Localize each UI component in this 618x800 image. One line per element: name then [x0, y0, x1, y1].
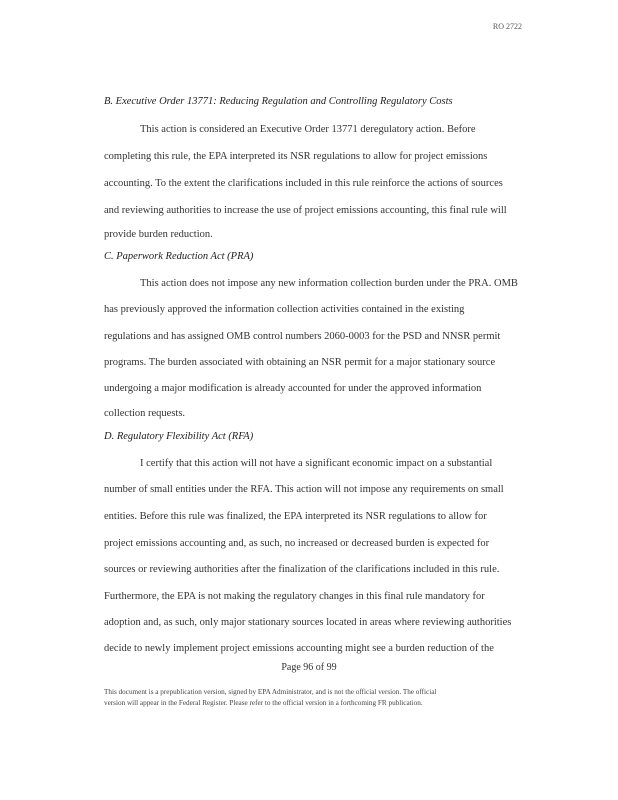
section-b-line: This action is considered an Executive Order 13771 deregulatory action. Before: [140, 124, 476, 135]
section-b-line: completing this rule, the EPA interpreted its NSR regulations to allow for project emissions: [104, 151, 488, 162]
section-c-line: programs. The burden associated with obtaining an NSR permit for a major stationary source: [104, 357, 496, 368]
document-id: RO 2722: [492, 22, 522, 31]
section-d-line: adoption and, as such, only major stationary sources located in areas where reviewing authorities: [104, 617, 512, 628]
section-c-line: This action does not impose any new information collection burden under the PRA. OMB: [140, 278, 518, 289]
disclaimer-line: version will appear in the Federal Register. Please refer to the official version in a forthcoming FR publication.: [104, 699, 423, 707]
section-d-line: I certify that this action will not have a significant economic impact on a substantial: [140, 458, 493, 469]
section-c-line: undergoing a major modification is already accounted for under the approved information: [104, 383, 482, 394]
section-b-heading: B. Executive Order 13771: Reducing Regulation and Controlling Regulatory Costs: [104, 96, 453, 107]
section-d-line: decide to newly implement project emissions accounting might see a burden reduction of the: [104, 643, 494, 654]
section-d-heading: D. Regulatory Flexibility Act (RFA): [104, 431, 254, 442]
section-c-heading: C. Paperwork Reduction Act (PRA): [104, 251, 254, 262]
section-d-line: Furthermore, the EPA is not making the regulatory changes in this final rule mandatory for: [104, 591, 485, 602]
section-b-line: accounting. To the extent the clarifications included in this rule reinforce the actions of sources: [104, 178, 503, 189]
section-c-line: has previously approved the information collection activities contained in the existing: [104, 304, 465, 315]
page-number: Page 96 of 99: [281, 662, 337, 673]
section-c-line: regulations and has assigned OMB control numbers 2060-0003 for the PSD and NNSR permit: [104, 331, 501, 342]
section-d-line: number of small entities under the RFA. This action will not impose any requirements on small: [104, 484, 504, 495]
section-d-line: project emissions accounting and, as such, no increased or decreased burden is expected for: [104, 538, 490, 549]
section-b-line: and reviewing authorities to increase the use of project emissions accounting, this final rule will: [104, 205, 507, 216]
section-d-line: sources or reviewing authorities after the finalization of the clarifications included in this rule.: [104, 564, 500, 575]
section-b-line: provide burden reduction.: [104, 229, 213, 240]
disclaimer-line: This document is a prepublication version, signed by EPA Administrator, and is not the official version. The official: [104, 688, 437, 696]
section-c-line: collection requests.: [104, 408, 186, 419]
section-d-line: entities. Before this rule was finalized, the EPA interpreted its NSR regulations to allow for: [104, 511, 487, 522]
